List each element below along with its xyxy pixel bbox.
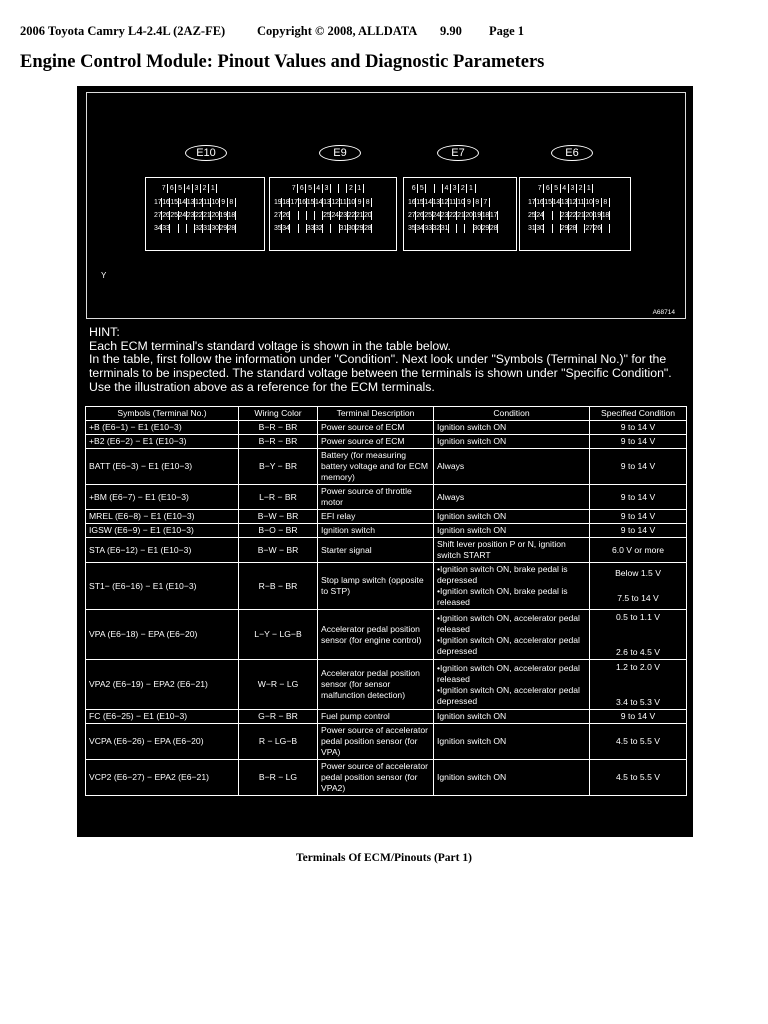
table-cell: +B2 (E6−2) − E1 (E10−3)	[86, 435, 239, 449]
table-header-row	[86, 407, 687, 421]
table-cell: 4.5 to 5.5 V	[590, 724, 687, 760]
table-row	[86, 563, 687, 610]
table-cell: Accelerator pedal position sensor (for sensor malfunction detection)	[318, 660, 434, 710]
table-cell: MREL (E6−8) − E1 (E10−3)	[86, 510, 239, 524]
col-header: Wiring Color	[239, 407, 318, 421]
table-row	[86, 421, 687, 435]
table-cell: EFI relay	[318, 510, 434, 524]
table-cell: VCP2 (E6−27) − EPA2 (E6−21)	[86, 760, 239, 796]
table-cell: Fuel pump control	[318, 710, 434, 724]
page-number: Page 1	[489, 24, 525, 38]
table-cell: Ignition switch ON	[434, 510, 590, 524]
table-cell: Always	[434, 485, 590, 510]
table-cell	[434, 563, 590, 610]
table-cell: B−W − BR	[239, 510, 318, 524]
table-cell: W−R − LG	[239, 660, 318, 710]
hint-line-1: Each ECM terminal's standard voltage is shown in the table below.	[89, 338, 451, 353]
y-label: Y	[101, 271, 107, 280]
table-cell: Power source of accelerator pedal position sensor (for VPA)	[318, 724, 434, 760]
table-cell: BATT (E6−3) − E1 (E10−3)	[86, 449, 239, 485]
table-cell: IGSW (E6−9) − E1 (E10−3)	[86, 524, 239, 538]
condition-item: •Ignition switch ON, brake pedal is released	[437, 586, 568, 607]
spec-item: 1.2 to 2.0 V	[616, 661, 660, 672]
table-cell: L−R − BR	[239, 485, 318, 510]
table-cell	[590, 610, 687, 660]
spec-item: Below 1.5 V	[615, 568, 661, 578]
table-cell: B−O − BR	[239, 524, 318, 538]
table-row	[86, 660, 687, 710]
table-cell: 9 to 14 V	[590, 510, 687, 524]
version-label: 9.90	[440, 24, 462, 38]
table-cell: R − LG−B	[239, 724, 318, 760]
table-cell	[434, 610, 590, 660]
table-cell: 4.5 to 5.5 V	[590, 760, 687, 796]
spec-item: 0.5 to 1.1 V	[616, 611, 660, 622]
table-cell: STA (E6−12) − E1 (E10−3)	[86, 538, 239, 563]
condition-item: •Ignition switch ON, accelerator pedal released	[437, 662, 580, 684]
table-row	[86, 435, 687, 449]
table-body	[86, 421, 687, 796]
table-cell: 9 to 14 V	[590, 710, 687, 724]
connector-label-e7: E7	[437, 145, 479, 161]
hint-line-2: In the table, first follow the information under "Condition". Next look under "Symbols (Terminal No.)" for the terminals to be inspected. The standard voltage between the terminals is shown under "Specific Condition". Use the illustration above as a reference for the ECM terminals.	[89, 352, 672, 394]
table-cell: Power source of throttle motor	[318, 485, 434, 510]
table-cell: +BM (E6−7) − E1 (E10−3)	[86, 485, 239, 510]
hint-heading: HINT:	[89, 325, 120, 339]
table-cell: Ignition switch ON	[434, 421, 590, 435]
table-cell: Power source of ECM	[318, 435, 434, 449]
spec-item: 7.5 to 14 V	[617, 593, 659, 603]
table-row	[86, 449, 687, 485]
page-title: Engine Control Module: Pinout Values and Diagnostic Parameters	[20, 52, 545, 72]
table-cell: B−W − BR	[239, 538, 318, 563]
table-cell: 9 to 14 V	[590, 524, 687, 538]
table-cell: Shift lever position P or N, ignition switch START	[434, 538, 590, 563]
table-cell: VPA (E6−18) − EPA (E6−20)	[86, 610, 239, 660]
figure-code: A68714	[652, 309, 675, 316]
connector-label-e10: E10	[185, 145, 227, 161]
table-cell: 9 to 14 V	[590, 485, 687, 510]
table-cell: B−Y − BR	[239, 449, 318, 485]
table-cell: VCPA (E6−26) − EPA (E6−20)	[86, 724, 239, 760]
table-cell: Ignition switch ON	[434, 760, 590, 796]
table-cell	[590, 563, 687, 610]
table-cell: Power source of ECM	[318, 421, 434, 435]
connector-e6-body: 7 6 5 4 3 2 1 17 16 15 14 13 12 11 10 9 8 25 24 23 22 21 20 19 18 31 30 29 28 27 26	[519, 177, 631, 251]
table-row	[86, 524, 687, 538]
col-header: Symbols (Terminal No.)	[86, 407, 239, 421]
table-cell: Ignition switch ON	[434, 435, 590, 449]
col-header: Condition	[434, 407, 590, 421]
condition-item: •Ignition switch ON, accelerator pedal depressed	[437, 634, 580, 656]
table-row	[86, 610, 687, 660]
spec-item: 2.6 to 4.5 V	[616, 646, 660, 657]
pinout-table	[85, 406, 687, 796]
table-cell: Power source of accelerator pedal position sensor (for VPA2)	[318, 760, 434, 796]
condition-item: •Ignition switch ON, accelerator pedal depressed	[437, 684, 580, 706]
table-cell: 9 to 14 V	[590, 421, 687, 435]
col-header: Terminal Description	[318, 407, 434, 421]
connector-label-e9: E9	[319, 145, 361, 161]
figure-caption: Terminals Of ECM/Pinouts (Part 1)	[296, 852, 472, 864]
table-cell: R−B − BR	[239, 563, 318, 610]
ecm-figure	[77, 86, 693, 837]
table-row	[86, 760, 687, 796]
hint-text	[89, 326, 689, 395]
table-cell	[590, 660, 687, 710]
table-cell: Stop lamp switch (opposite to STP)	[318, 563, 434, 610]
table-cell: Ignition switch	[318, 524, 434, 538]
table-row	[86, 538, 687, 563]
condition-item: •Ignition switch ON, brake pedal is depressed	[437, 564, 568, 585]
spec-item: 3.4 to 5.3 V	[616, 696, 660, 707]
connector-label-e6: E6	[551, 145, 593, 161]
table-cell: B−R − BR	[239, 421, 318, 435]
table-cell: Accelerator pedal position sensor (for engine control)	[318, 610, 434, 660]
table-cell: Ignition switch ON	[434, 724, 590, 760]
table-cell: B−R − LG	[239, 760, 318, 796]
table-cell: Ignition switch ON	[434, 710, 590, 724]
table-cell: 9 to 14 V	[590, 435, 687, 449]
table-cell: FC (E6−25) − E1 (E10−3)	[86, 710, 239, 724]
table-cell: G−R − BR	[239, 710, 318, 724]
table-cell: B−R − BR	[239, 435, 318, 449]
table-cell: Ignition switch ON	[434, 524, 590, 538]
table-cell: 6.0 V or more	[590, 538, 687, 563]
copyright-label: Copyright © 2008, ALLDATA	[257, 24, 418, 38]
connector-diagram	[86, 92, 686, 319]
connector-e9-body: 7 6 5 4 3 2 1 19 18 17 16 15 14 13 12 11 10 9 8 27 26 25 24 23 22 21 20 35 34 33 32 31 30 29 28	[269, 177, 397, 251]
table-cell: Always	[434, 449, 590, 485]
table-row	[86, 485, 687, 510]
table-cell: 9 to 14 V	[590, 449, 687, 485]
table-cell: L−Y − LG−B	[239, 610, 318, 660]
table-row	[86, 510, 687, 524]
table-cell	[434, 660, 590, 710]
table-cell: Starter signal	[318, 538, 434, 563]
condition-item: •Ignition switch ON, accelerator pedal released	[437, 612, 580, 634]
table-row	[86, 710, 687, 724]
table-row	[86, 724, 687, 760]
vehicle-label: 2006 Toyota Camry L4-2.4L (2AZ-FE)	[20, 24, 226, 38]
table-cell: +B (E6−1) − E1 (E10−3)	[86, 421, 239, 435]
connector-e10-body: 7 6 5 4 3 2 1 17 16 15 14 13 12 11 10 9 8 27 26 25 24 23 22 21 20 19 18 34 33 32 31 30 29 28	[145, 177, 265, 251]
connector-e7-body: 6 5 4 3 2 1 16 15 14 13 12 11 10 9 8 7 27 26 25 24 23 22 21 20 19 18 17 35 34 33 32 31 30 29 28	[403, 177, 517, 251]
col-header: Specified Condition	[590, 407, 687, 421]
table-cell: ST1− (E6−16) − E1 (E10−3)	[86, 563, 239, 610]
table-cell: Battery (for measuring battery voltage and for ECM memory)	[318, 449, 434, 485]
table-cell: VPA2 (E6−19) − EPA2 (E6−21)	[86, 660, 239, 710]
